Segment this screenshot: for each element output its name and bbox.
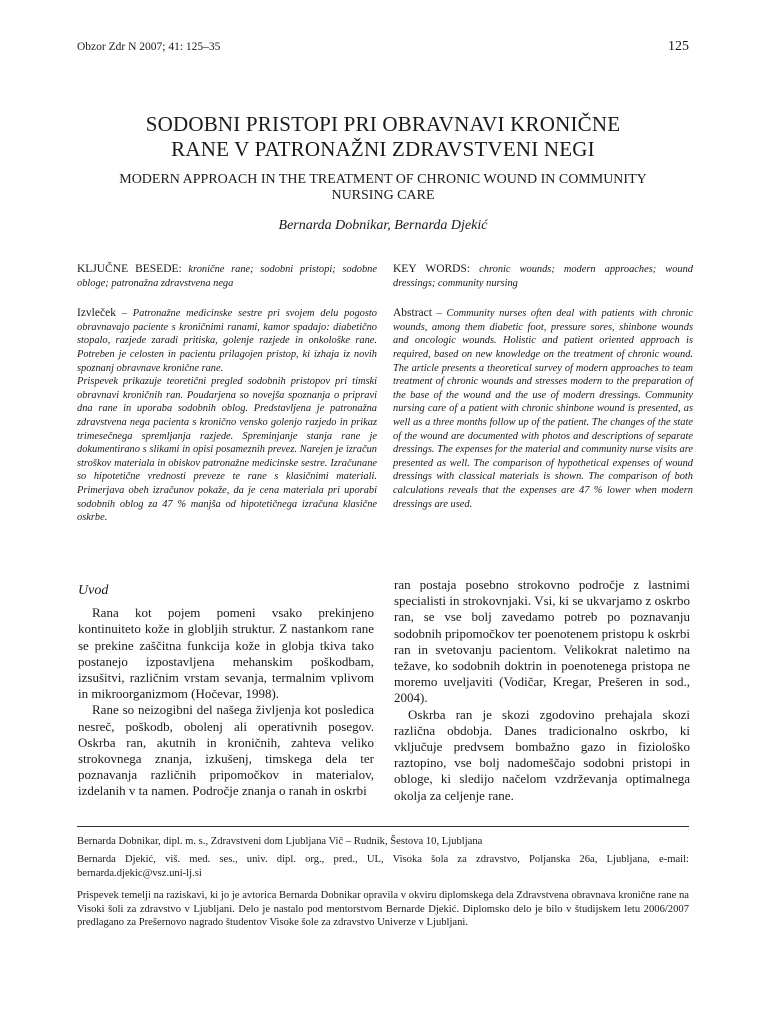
body-paragraph: Rane so neizogibni del našega življenja kot posledica nesreč, poškodb, obolenj ali operativnih posegov. Oskrba ran, akutnih in kroničnih, zahteva veliko strokovnega znanja, izkušenj, timskega dela ter poznavanja različnih pripomočkov in materialov, izdelanih v ta namen. Področje znanja o ranah in oskrbi <box>78 702 374 799</box>
abstract-column-english <box>393 263 693 511</box>
keywords-english <box>393 263 693 290</box>
abstract-label: Izvleček <box>77 307 116 320</box>
abstract-column-slovene <box>77 263 377 525</box>
title-english <box>70 172 696 204</box>
title-english-line2: NURSING CARE <box>331 188 435 203</box>
title-block <box>70 112 696 234</box>
title-slovene <box>70 112 696 162</box>
body-paragraph: ran postaja posebno strokovno področje z lastnimi specialisti in strokovnjaki. Vsi, ki se ukvarjamo z oskrbo ran, se vse bolj zavedamo potreb po poznavanju sodobnih pripomočkov ter poenotenem pristopu k oskrbi ran in svetovanju pacientom. Velikokrat naletimo na težave, ko sodobnih doktrin in poenotenega pristopa ne moremo uveljaviti (Vodičar, Kregar, Prešeren in sod., 2004). <box>394 577 690 706</box>
keywords-text: kronične rane; sodobni pristopi; sodobne obloge; patronažna zdravstvena nega <box>77 264 377 289</box>
footnote-divider <box>77 826 689 827</box>
footnote-note: Prispevek temelji na raziskavi, ki jo je avtorica Bernarda Dobnikar opravila v okviru diplomskega dela Zdravstvena obravnava kronične rane na Visoki šoli za zdravstvo v Ljubljani. Delo je nastalo pod mentorstvom Bernarde Djekić. Diplomsko delo je bilo v študijskem letu 2006/2007 predlagano za Prešernovo nagrado študentov Visoke šole za zdravstvo Univerze v Ljubljani. <box>77 890 689 929</box>
running-head <box>77 39 689 55</box>
abstract-text: Community nurses often deal with patients with chronic wounds, among them diabetic foot, pressure sores, shinbone wounds and oncologic wounds. Holistic and patient oriented approach is required, based on new knowledge on the treatment of chronic wound. The article presents a theoretical survey of modern approaches to team treatment of chronic wounds and stresses modern to the preparation of the base of the wound and the use of modern dressings. Community nursing care of a patient with chronic shinbone wound is presented, as well as a three months follow up of the patient. The changes of the state of the wound are documented with photos and descriptions of separate dressings. The expenses for the material and community nurse visits are presented as well. The comparison of hypothetical expenses of wound dressings with classical materials is shown. The comparison of both calculations reveals that the expenses are 47 % lower when modern dressings are used. <box>393 308 693 510</box>
authors: Bernarda Dobnikar, Bernarda Djekić <box>278 218 488 233</box>
footnotes <box>77 835 689 934</box>
footnote-author1: Bernarda Dobnikar, dipl. m. s., Zdravstveni dom Ljubljana Vič – Rudnik, Šestova 10, Ljubljana <box>77 836 483 847</box>
title-english-line1: MODERN APPROACH IN THE TREATMENT OF CHRONIC WOUND IN COMMUNITY <box>119 172 647 187</box>
page-number: 125 <box>668 39 689 54</box>
abstract-dash: – <box>431 308 447 320</box>
abstract-english-para1 <box>393 307 693 511</box>
body-column-right <box>394 577 690 804</box>
keywords-slovene <box>77 263 377 290</box>
journal-reference: Obzor Zdr N 2007; 41: 125–35 <box>77 41 221 53</box>
keywords-text: chronic wounds; modern approaches; wound dressings; community nursing <box>393 264 693 289</box>
body-column-left <box>78 577 374 800</box>
abstract-label: Abstract <box>393 307 432 320</box>
abstract-dash: – <box>115 308 133 320</box>
body-paragraph: Rana kot pojem pomeni vsako prekinjeno kontinuiteto kože in globljih struktur. Z nastankom rane se prekine zaščitna funkcija kože in globja tkiva tako postanejo izpostavljena mehanskim poškodbam, izsušitvi, različnim vrstam sevanja, termalnim vplivom in mikroorganizmom (Hočevar, 1998). <box>78 605 374 702</box>
abstract-slovene-para2: Prispevek prikazuje teoretični pregled sodobnih pristopov pri timski obravnavi kroničnih ran. Poudarjena so novejša spoznanja o pripravi dna rane in uporaba sodobnih oblog. Predstavljena je patronažna zdravstvena nega pacienta s kronično vensko golenjo razjedo in prikaz trimesečnega spremljanja razjede. Spreminjanje stanja rane je dokumentirano s slikami in opisi posameznih prevez. Narejen je izračun stroškov materiala in obiskov patronažne medicinske sestre. Izračunane so hipotetične vrednosti preveze te rane s klasičnimi materiali. Primerjava obeh izračunov pokaže, da je cena materiala pri uporabi sodobnih oblog za 47 % manjša od hipotetičnega izračuna klasične oskrbe. <box>77 376 377 524</box>
abstract-slovene-para1 <box>77 307 377 375</box>
footnote-author2: Bernarda Djekić, viš. med. ses., univ. dipl. org., pred., UL, Visoka šola za zdravstvo, Poljanska 26a, Ljubljana, e-mail: bernarda.djekic@vsz.uni-lj.si <box>77 854 689 879</box>
section-heading-introduction: Uvod <box>78 583 109 598</box>
title-slovene-line2: RANE V PATRONAŽNI ZDRAVSTVENI NEGI <box>171 137 595 161</box>
title-slovene-line1: SODOBNI PRISTOPI PRI OBRAVNAVI KRONIČNE <box>145 112 621 136</box>
keywords-label: KEY WORDS: <box>393 263 471 275</box>
body-paragraph: Oskrba ran je skozi zgodovino prehajala skozi različna obdobja. Danes tradicionalno oskrbo, ki vključuje predvsem bombažno gazo in fiziološko raztopino, vse bolj nadomeščajo sodobni pristopi in obloge, ki sledijo načelom vzdrževanja optimalnega okolja za celjenje rane. <box>394 706 690 803</box>
keywords-label: KLJUČNE BESEDE: <box>77 263 182 275</box>
abstract-text: Patronažne medicinske sestre pri svojem delu pogosto obravnavajo paciente s kroničnimi ranami, kamor spadajo: diabetično stopalo, razjede zaradi pritiska, golenje razjede in onkološke rane. Potreben je celosten in pacientu prilagojen pristop, ki izhaja iz novih spoznanj obravnave kronične rane. <box>77 308 377 374</box>
